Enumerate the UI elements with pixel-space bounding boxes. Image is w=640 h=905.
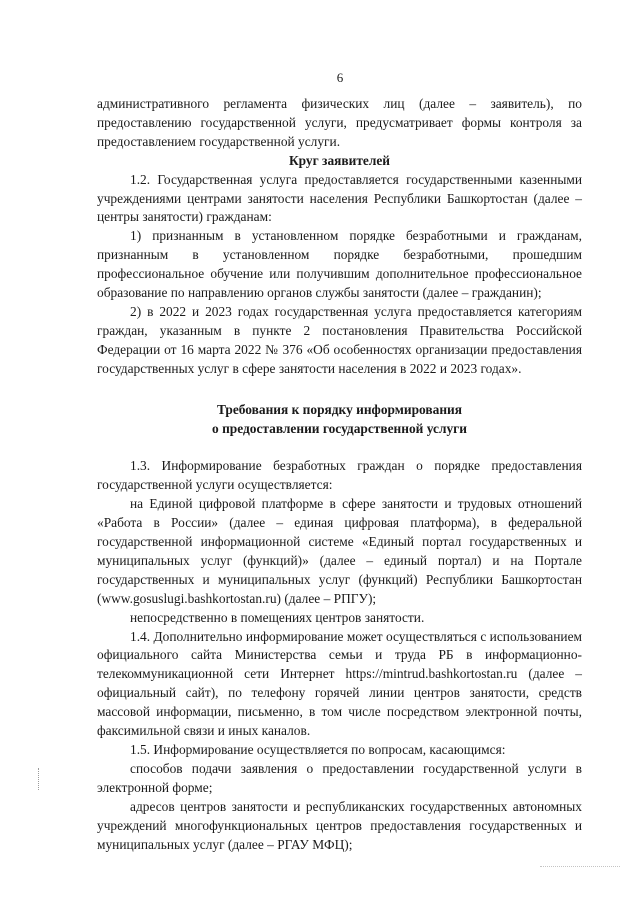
section-heading-informing-line2: о предоставлении государственной услуги (212, 420, 467, 436)
section-heading-informing (97, 401, 582, 439)
paragraph-1-5-item-a: способов подачи заявления о предоставлении государственной услуги в электронной форме; (97, 760, 582, 795)
page-number: 6 (336, 70, 344, 85)
scan-margin-marks (38, 768, 41, 790)
scan-footer-trace (540, 866, 620, 868)
paragraph-1-4: 1.4. Дополнительно информирование может осуществляться с использованием официального сайта Министерства семьи и труда РБ в информационно-телекоммуникационной сети Интернет https://mintrud.bashkortostan.ru (далее – официальный сайт), по телефону горячей линии центров занятости, средств массовой информации, письменно, в том числе посредством электронной почты, факсимильной связи и иных каналов. (97, 628, 582, 739)
paragraph-1-3: 1.3. Информирование безработных граждан о порядке предоставления государственной услуги осуществляется: (97, 458, 582, 493)
paragraph-1-2: 1.2. Государственная услуга предоставляется государственными казенными учреждениями центрами занятости населения Республики Башкортостан (далее – центры занятости) гражданам: (97, 171, 582, 225)
section-heading-informing-line1: Требования к порядку информирования (216, 401, 463, 417)
document-body (97, 95, 582, 854)
paragraph-1-2-item-2: 2) в 2022 и 2023 годах государственная услуга предоставляется категориям граждан, указанным в пункте 2 постановления Правительства Российской Федерации от 16 марта 2022 № 376 «Об особенностях организации предоставления государственных услуг в сфере занятости населения в 2022 и 2023 годах». (97, 303, 582, 376)
paragraph-1-2-item-1: 1) признанным в установленном порядке безработными и гражданам, признанным в установленном порядке безработными, прошедшим профессиональное обучение или получившим дополнительное профессиональное образование по направлению органов службы занятости (далее – гражданин); (97, 228, 582, 301)
section-heading-applicants: Круг заявителей (288, 152, 391, 168)
paragraph-1-3-item-b: непосредственно в помещениях центров занятости. (130, 609, 425, 625)
paragraph-1-5: 1.5. Информирование осуществляется по вопросам, касающимся: (130, 742, 506, 757)
paragraph-1-5-item-b: адресов центров занятости и республиканских государственных автономных учреждений многофункциональных центров предоставления государственных и муниципальных услуг (далее – РГАУ МФЦ); (97, 798, 582, 852)
paragraph-1-3-item-a: на Единой цифровой платформе в сфере занятости и трудовых отношений «Работа в России» (далее – единая цифровая платформа), в федеральной государственной информационной системе «Единый портал государственных и муниципальных услуг (функций)» (далее – единый портал) и на Портале государственных и муниципальных услуг (функций) Республики Башкортостан (www.gosuslugi.bashkortostan.ru) (далее – РПГУ); (97, 496, 582, 606)
intro-paragraph: административного регламента физических лиц (далее – заявитель), по предоставлению государственной услуги, предусматривает формы контроля за предоставлением государственной услуги. (97, 96, 582, 149)
